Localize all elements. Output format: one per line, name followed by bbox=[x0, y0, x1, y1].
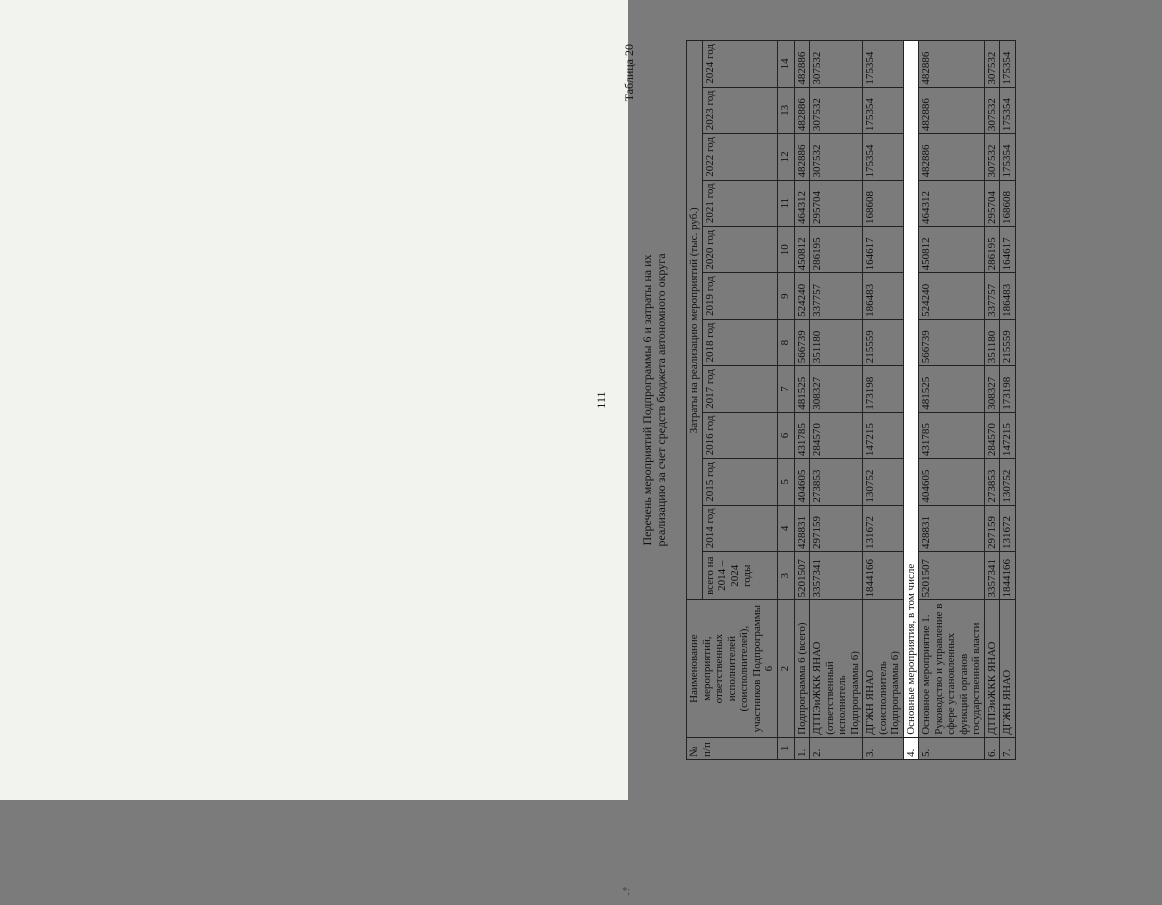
value-cell: 273853 bbox=[984, 459, 1000, 505]
row-name: ДГЖН ЯНАО bbox=[1000, 600, 1016, 737]
value-cell: 273853 bbox=[810, 459, 863, 505]
header-year: 2023 год bbox=[702, 87, 777, 133]
value-cell: 297159 bbox=[810, 505, 863, 551]
column-index-row bbox=[777, 41, 794, 760]
value-cell: 295704 bbox=[984, 180, 1000, 226]
row-name: Основное мероприятие 1. Руководство и управление в сфере установленных функций органов государственной власти bbox=[919, 600, 985, 737]
value-cell: 164617 bbox=[863, 226, 904, 272]
value-cell: 5201507 bbox=[919, 552, 985, 600]
value-cell: 175354 bbox=[1000, 41, 1016, 88]
value-cell: 164617 bbox=[1000, 226, 1016, 272]
header-costs: Затраты на реализацию мероприятий (тыс. руб.) bbox=[687, 41, 703, 600]
value-cell: 295704 bbox=[810, 180, 863, 226]
value-cell: 337757 bbox=[810, 273, 863, 319]
value-cell: 186483 bbox=[1000, 273, 1016, 319]
value-cell: 566739 bbox=[794, 319, 810, 365]
value-cell: 524240 bbox=[919, 273, 985, 319]
value-cell: 464312 bbox=[794, 180, 810, 226]
header-row-1 bbox=[687, 41, 703, 760]
row-name: Подпрограмма 6 (всего) bbox=[794, 600, 810, 737]
value-cell: 175354 bbox=[863, 134, 904, 180]
expenses-table bbox=[686, 40, 1016, 760]
column-index-cell: 13 bbox=[777, 87, 794, 133]
value-cell: 5201507 bbox=[794, 552, 810, 600]
table-row bbox=[903, 41, 919, 760]
value-cell: 482886 bbox=[919, 87, 985, 133]
value-cell: 404605 bbox=[794, 459, 810, 505]
row-number: 1. bbox=[794, 737, 810, 759]
caption-line-2: реализацию за счет средств бюджета автономного округа bbox=[654, 253, 668, 547]
value-cell: 482886 bbox=[919, 134, 985, 180]
value-cell: 131672 bbox=[863, 505, 904, 551]
row-name: ДТПЭиЖКК ЯНАО (ответственный исполнитель Подпрограммы 6) bbox=[810, 600, 863, 737]
value-cell: 175354 bbox=[1000, 134, 1016, 180]
value-cell: 215559 bbox=[863, 319, 904, 365]
value-cell: 482886 bbox=[794, 87, 810, 133]
value-cell: 175354 bbox=[863, 41, 904, 88]
caption-line-1: Перечень мероприятий Подпрограммы 6 и затраты на их bbox=[640, 254, 654, 546]
value-cell: 147215 bbox=[1000, 412, 1016, 458]
column-index-cell: 1 bbox=[777, 737, 794, 759]
value-cell: 308327 bbox=[984, 366, 1000, 412]
value-cell: 175354 bbox=[1000, 87, 1016, 133]
table-row bbox=[919, 41, 985, 760]
value-cell: 1844166 bbox=[863, 552, 904, 600]
value-cell: 307532 bbox=[810, 134, 863, 180]
header-year: 2022 год bbox=[702, 134, 777, 180]
value-cell: 481525 bbox=[919, 366, 985, 412]
header-num: № п/п bbox=[687, 737, 778, 759]
value-cell: 297159 bbox=[984, 505, 1000, 551]
value-cell: 566739 bbox=[919, 319, 985, 365]
value-cell: 464312 bbox=[919, 180, 985, 226]
value-cell: 307532 bbox=[810, 41, 863, 88]
value-cell: 450812 bbox=[794, 226, 810, 272]
header-year: 2015 год bbox=[702, 459, 777, 505]
page-number: 111 bbox=[594, 391, 608, 409]
header-year: 2018 год bbox=[702, 319, 777, 365]
row-name: Основные мероприятия, в том числе bbox=[903, 41, 919, 738]
row-name: ДТПЭиЖКК ЯНАО bbox=[984, 600, 1000, 737]
header-year: 2021 год bbox=[702, 180, 777, 226]
table-title: Таблица 20 bbox=[622, 44, 636, 102]
value-cell: 481525 bbox=[794, 366, 810, 412]
value-cell: 307532 bbox=[984, 134, 1000, 180]
value-cell: 431785 bbox=[919, 412, 985, 458]
header-year: 2020 год bbox=[702, 226, 777, 272]
table-body bbox=[687, 41, 1016, 760]
table-row bbox=[984, 41, 1000, 760]
column-index-cell: 6 bbox=[777, 412, 794, 458]
column-index-cell: 11 bbox=[777, 180, 794, 226]
value-cell: 215559 bbox=[1000, 319, 1016, 365]
row-number: 3. bbox=[863, 737, 904, 759]
table-row bbox=[1000, 41, 1016, 760]
row-number: 6. bbox=[984, 737, 1000, 759]
header-total: всего на 2014 – 2024 годы bbox=[702, 552, 777, 600]
row-name: ДГЖН ЯНАО (соисполнитель Подпрограммы 6) bbox=[863, 600, 904, 737]
value-cell: 307532 bbox=[984, 87, 1000, 133]
table-row bbox=[810, 41, 863, 760]
header-year: 2017 год bbox=[702, 366, 777, 412]
column-index-cell: 8 bbox=[777, 319, 794, 365]
footer-mark: *; bbox=[622, 886, 630, 897]
value-cell: 186483 bbox=[863, 273, 904, 319]
row-number: 5. bbox=[919, 737, 985, 759]
value-cell: 307532 bbox=[810, 87, 863, 133]
header-year: 2024 год bbox=[702, 41, 777, 88]
value-cell: 431785 bbox=[794, 412, 810, 458]
value-cell: 168608 bbox=[863, 180, 904, 226]
value-cell: 428831 bbox=[794, 505, 810, 551]
column-index-cell: 9 bbox=[777, 273, 794, 319]
value-cell: 450812 bbox=[919, 226, 985, 272]
value-cell: 524240 bbox=[794, 273, 810, 319]
value-cell: 428831 bbox=[919, 505, 985, 551]
column-index-cell: 12 bbox=[777, 134, 794, 180]
value-cell: 286195 bbox=[810, 226, 863, 272]
header-year: 2019 год bbox=[702, 273, 777, 319]
value-cell: 175354 bbox=[863, 87, 904, 133]
value-cell: 482886 bbox=[919, 41, 985, 88]
value-cell: 130752 bbox=[863, 459, 904, 505]
rotated-content bbox=[582, 20, 1162, 780]
value-cell: 286195 bbox=[984, 226, 1000, 272]
column-index-cell: 2 bbox=[777, 600, 794, 737]
column-index-cell: 4 bbox=[777, 505, 794, 551]
column-index-cell: 7 bbox=[777, 366, 794, 412]
value-cell: 168608 bbox=[1000, 180, 1016, 226]
value-cell: 337757 bbox=[984, 273, 1000, 319]
table-row bbox=[863, 41, 904, 760]
value-cell: 284570 bbox=[810, 412, 863, 458]
value-cell: 3357341 bbox=[810, 552, 863, 600]
value-cell: 351180 bbox=[984, 319, 1000, 365]
column-index-cell: 3 bbox=[777, 552, 794, 600]
value-cell: 482886 bbox=[794, 134, 810, 180]
table-caption bbox=[640, 20, 668, 780]
value-cell: 130752 bbox=[1000, 459, 1016, 505]
row-number: 7. bbox=[1000, 737, 1016, 759]
row-number: 2. bbox=[810, 737, 863, 759]
value-cell: 307532 bbox=[984, 41, 1000, 88]
value-cell: 147215 bbox=[863, 412, 904, 458]
column-index-cell: 14 bbox=[777, 41, 794, 88]
value-cell: 308327 bbox=[810, 366, 863, 412]
value-cell: 3357341 bbox=[984, 552, 1000, 600]
value-cell: 351180 bbox=[810, 319, 863, 365]
value-cell: 173198 bbox=[863, 366, 904, 412]
column-index-cell: 5 bbox=[777, 459, 794, 505]
row-number: 4. bbox=[903, 737, 919, 759]
table-row bbox=[794, 41, 810, 760]
header-year: 2016 год bbox=[702, 412, 777, 458]
column-index-cell: 10 bbox=[777, 226, 794, 272]
value-cell: 284570 bbox=[984, 412, 1000, 458]
header-name: Наименование мероприятий, ответственных исполнителей (соисполнителей), участников Подпрограммы 6 bbox=[687, 600, 778, 737]
value-cell: 173198 bbox=[1000, 366, 1016, 412]
value-cell: 131672 bbox=[1000, 505, 1016, 551]
value-cell: 1844166 bbox=[1000, 552, 1016, 600]
value-cell: 482886 bbox=[794, 41, 810, 88]
value-cell: 404605 bbox=[919, 459, 985, 505]
header-year: 2014 год bbox=[702, 505, 777, 551]
